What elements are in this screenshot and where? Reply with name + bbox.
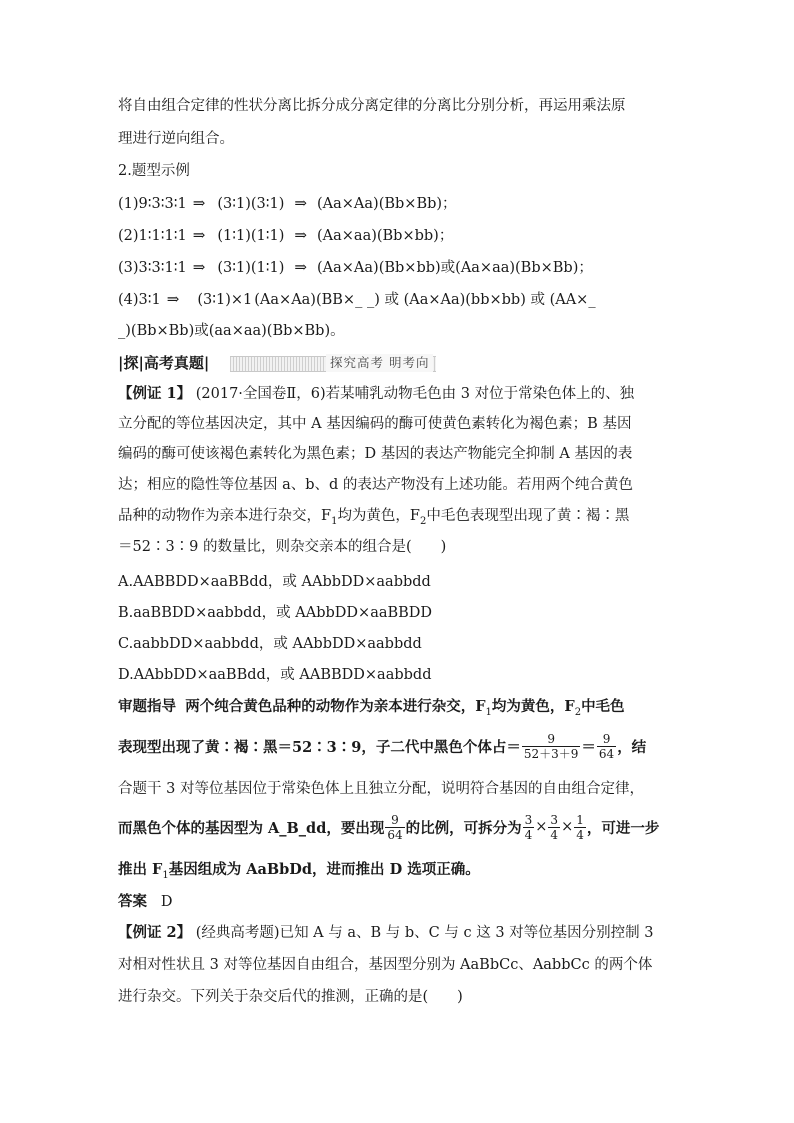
example-3 [118, 257, 593, 278]
guide-text: 的比例，可拆分为 [405, 819, 522, 837]
example-4-result-continued: _)(Bb×Bb)或(aa×aa)(Bb×Bb)。 [118, 323, 345, 339]
guide-text: 中毛色 [581, 698, 625, 715]
question-1-text: 均为黄色，F [337, 508, 420, 524]
example-1 [118, 193, 457, 214]
example-1-mid: (3∶1)(3∶1) [217, 196, 285, 212]
example-2-label: (2)1∶1∶1∶1 [118, 228, 187, 244]
question-1-line-2: 立分配的等位基因决定，其中 A 基因编码的酶可使黄色素转化为褐色素；B 基因 [118, 416, 632, 432]
question-1-line-3: 编码的酶可使该褐色素转化为黑色素；D 基因的表达产物能完全抑制 A 基因的表 [118, 446, 633, 462]
banner-title: |探|高考真题| [118, 354, 210, 372]
times-sign: × [561, 819, 574, 835]
section-banner [118, 352, 436, 374]
subscript: 1 [485, 706, 492, 718]
guide-text: ，结 [617, 738, 647, 756]
arrow-icon: ⇒ [294, 258, 307, 276]
fraction: $\frac{9}{64}$ [387, 812, 403, 842]
example-4-mid: (3∶1)×1 [197, 292, 253, 308]
arrow-icon: ⇒ [294, 226, 307, 244]
question-2-line-3: 进行杂交。下列关于杂交后代的推测，正确的是( ) [118, 989, 463, 1005]
question-2-tag: 【例证 2】 [118, 924, 192, 941]
example-3-result: (Aa×Aa)(Bb×bb)或(Aa×aa)(Bb×Bb)； [317, 260, 593, 276]
question-1-line-5 [118, 506, 629, 532]
example-1-result: (Aa×Aa)(Bb×Bb)； [317, 196, 457, 212]
guide-line-4 [118, 812, 659, 842]
guide-text: 均为黄色，F [491, 698, 575, 715]
guide-text: 两个纯合黄色品种的动物作为亲本进行杂交，F [185, 698, 486, 715]
banner-tag: 探究高考 明考向 [326, 354, 433, 372]
example-2 [118, 225, 453, 246]
example-4-result: (Aa×Aa)(BB×_ _) 或 (Aa×Aa)(bb×bb) 或 (AA×_ [254, 292, 596, 308]
guide-text: ，可进一步 [586, 819, 660, 837]
example-3-label: (3)3∶3∶1∶1 [118, 260, 187, 276]
subscript: 2 [574, 706, 582, 718]
subscript: 2 [420, 515, 427, 527]
arrow-icon: ⇒ [192, 258, 206, 276]
question-1-line-6: ＝52∶3∶9 的数量比，则杂交亲本的组合是( ) [118, 539, 447, 555]
intro-line-1: 将自由组合定律的性状分离比拆分成分离定律的分离比分别分析，再运用乘法原 [118, 98, 626, 114]
answer-tag: 答案 [118, 893, 147, 910]
example-4-label: (4)3∶1 [118, 292, 161, 308]
times-sign: × [535, 819, 548, 835]
example-2-result: (Aa×aa)(Bb×bb)； [317, 228, 454, 244]
question-2-text: (经典高考题)已知 A 与 a、B 与 b、C 与 c 这 3 对等位基因分别控制 3 [195, 925, 654, 941]
guide-text: 推出 F [118, 861, 163, 878]
question-1-text: (2017·全国卷Ⅱ，6)若某哺乳动物毛色由 3 对位于常染色体上的、独 [195, 386, 635, 402]
fraction: $\frac{9}{52+3+9}$ [523, 731, 579, 761]
arrow-icon: ⇒ [192, 226, 206, 244]
option-a: A.AABBDD×aaBBdd，或 AAbbDD×aabbdd [118, 574, 431, 590]
example-3-mid: (3∶1)(1∶1) [217, 260, 285, 276]
guide-line-2 [118, 731, 646, 761]
section-title: 2.题型示例 [118, 163, 190, 179]
question-1-text: 中毛色表现型出现了黄∶褐∶黑 [426, 508, 630, 524]
guide-line-3: 合题干 3 对等位基因位于常染色体上且独立分配，说明符合基因的自由组合定律， [118, 781, 644, 797]
fraction: $\frac{3}{4}$ [524, 812, 533, 842]
fraction: $\frac{3}{4}$ [550, 812, 559, 842]
guide-line-5 [118, 860, 480, 886]
answer-line [118, 892, 172, 912]
example-1-label: (1)9∶3∶3∶1 [118, 196, 187, 212]
example-2-mid: (1∶1)(1∶1) [217, 228, 285, 244]
question-1-tag: 【例证 1】 [118, 385, 192, 402]
guide-text: 基因组成为 AaBbDd，进而推出 D 选项正确。 [168, 861, 480, 878]
intro-line-2: 理进行逆向组合。 [118, 131, 234, 147]
answer-value: D [160, 894, 173, 910]
arrow-icon: ⇒ [192, 194, 206, 212]
question-1-line-4: 达；相应的隐性等位基因 a、b、d 的表达产物没有上述功能。若用两个纯合黄色 [118, 477, 633, 493]
equals-sign: ＝ [581, 738, 596, 756]
subscript: 1 [331, 515, 338, 527]
fraction: $\frac{1}{4}$ [576, 812, 584, 842]
question-2-line-2: 对相对性状且 3 对等位基因自由组合，基因型分别为 AaBbCc、AabbCc 的两个体 [118, 957, 653, 973]
guide-text: 表现型出现了黄∶褐∶黑＝52∶3∶9，子二代中黑色个体占＝ [118, 738, 521, 756]
question-2-line-1 [118, 923, 653, 943]
guide-line-1 [118, 697, 625, 723]
option-c: C.aabbDD×aabbdd，或 AAbbDD×aabbdd [118, 636, 422, 652]
option-b: B.aaBBDD×aabbdd，或 AAbbDD×aaBBDD [118, 605, 433, 621]
arrow-icon: ⇒ [166, 290, 180, 308]
question-1-text: 品种的动物作为亲本进行杂交，F [118, 508, 332, 524]
arrow-icon: ⇒ [294, 194, 307, 212]
fraction: $\frac{9}{64}$ [598, 731, 615, 761]
guide-text: 而黑色个体的基因型为 A_B_dd，要出现 [118, 819, 385, 837]
guide-tag: 审题指导 [118, 698, 176, 715]
example-4 [118, 289, 596, 310]
question-1-line-1 [118, 384, 634, 404]
subscript: 1 [162, 869, 169, 881]
option-d: D.AAbbDD×aaBBdd，或 AABBDD×aabbdd [118, 667, 432, 683]
